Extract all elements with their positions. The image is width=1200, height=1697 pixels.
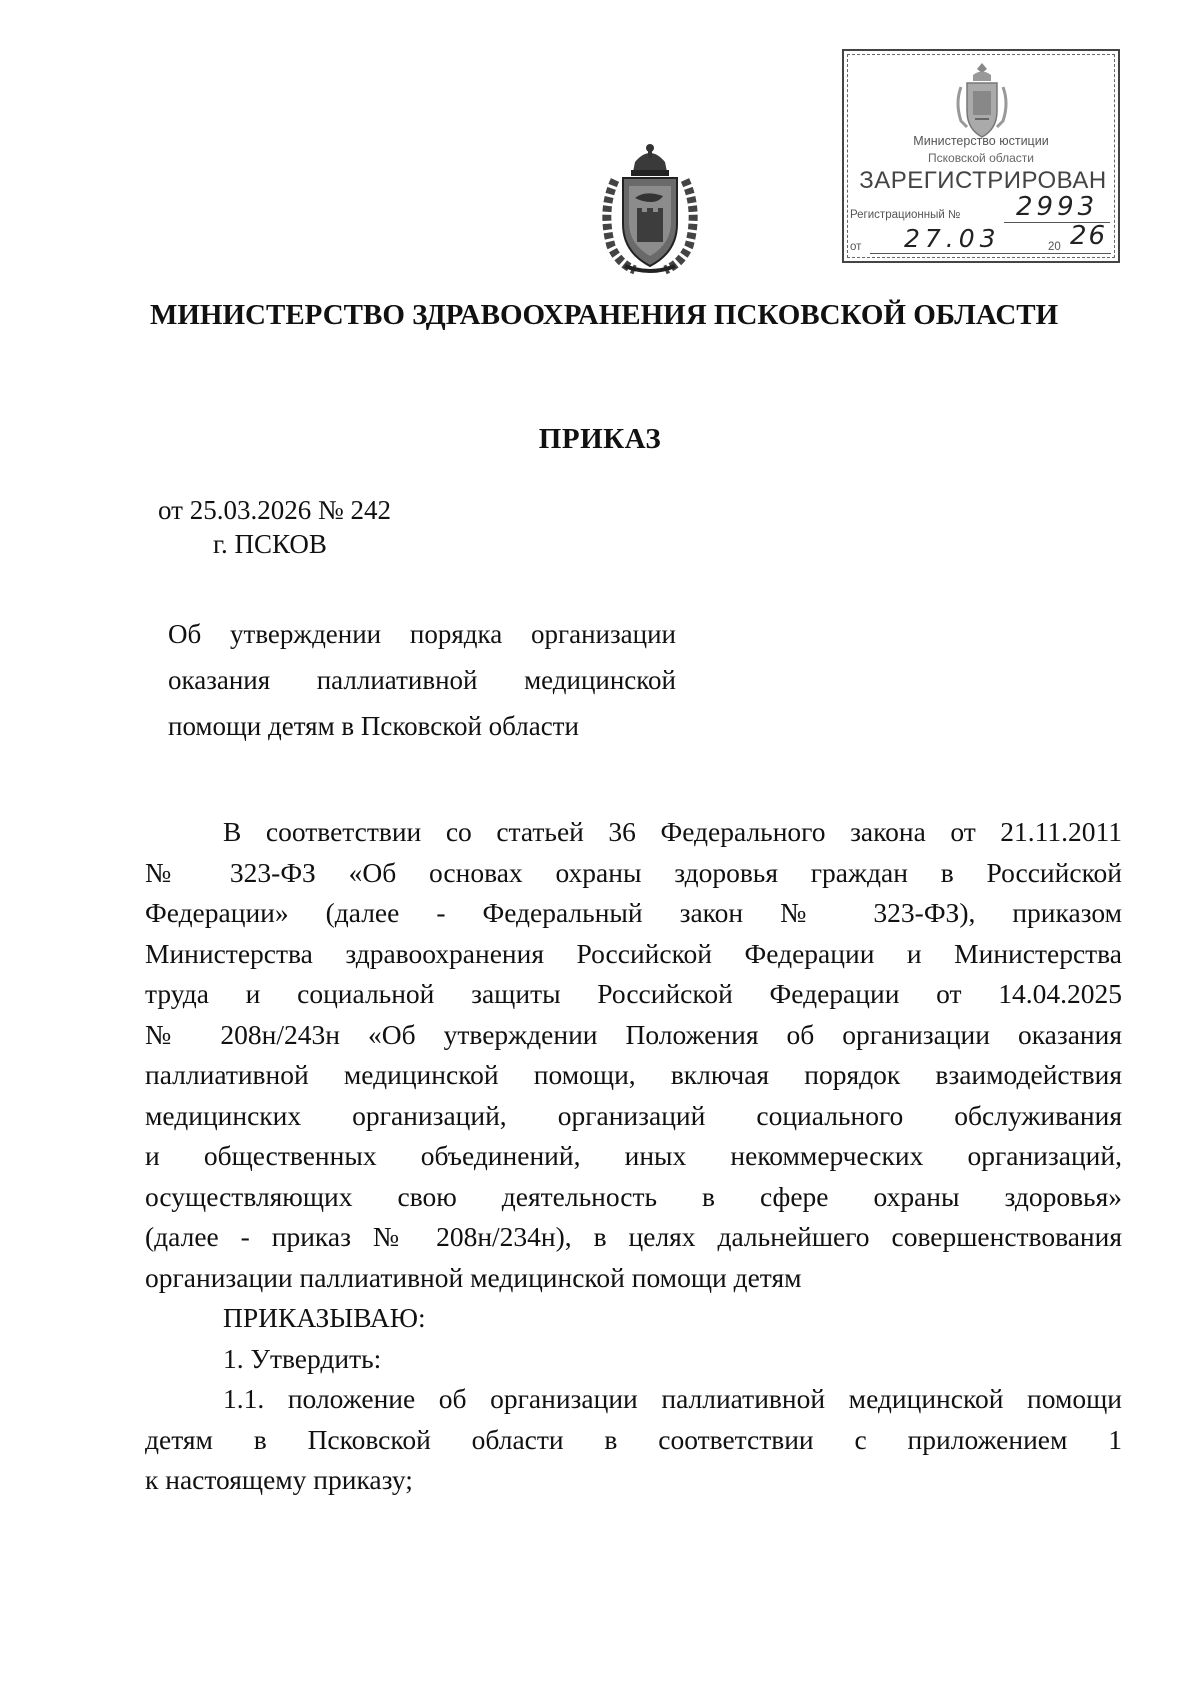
body-line: (далее - приказ № 208н/234н), в целях дальнейшего совершенствования — [145, 1221, 1122, 1252]
coat-of-arms-icon — [595, 140, 705, 276]
body-line: В соответствии со статьей 36 Федерального закона от 21.11.2011 — [223, 816, 1122, 847]
stamp-coat-of-arms-icon — [951, 59, 1013, 143]
subject-line: оказания паллиативной медицинской — [168, 665, 676, 695]
stamp-year-value: 26 — [1070, 221, 1108, 251]
body-line: медицинских организаций, организаций социального обслуживания — [145, 1099, 1122, 1131]
stamp-date-line — [870, 253, 1070, 254]
clause-1: 1. Утвердить: — [223, 1342, 382, 1374]
body-line: № 208н/243н «Об утверждении Положения об организации оказания — [145, 1018, 1122, 1050]
document-number-date: от 25.03.2026 № 242 — [158, 495, 391, 525]
order-directive: ПРИКАЗЫВАЮ: — [223, 1302, 426, 1333]
registration-stamp — [842, 49, 1120, 263]
body-line: к настоящему приказу; — [145, 1464, 413, 1495]
stamp-date-prefix: от — [850, 241, 862, 253]
body-line: Федерации» (далее - Федеральный закон № 323-ФЗ), приказом — [145, 897, 1122, 928]
stamp-year-line — [1069, 253, 1111, 254]
body-line: и общественных объединений, иных некоммерческих организаций, — [145, 1140, 1122, 1171]
body-line: труда и социальной защиты Российской Федерации от 14.04.2025 — [145, 978, 1122, 1009]
body-line: Министерства здравоохранения Российской Федерации и Министерства — [145, 937, 1122, 969]
document-subject — [168, 611, 676, 749]
stamp-date-value: 27.03 — [904, 224, 1001, 253]
body-line: осуществляющих свою деятельность в сфере охраны здоровья» — [145, 1180, 1122, 1212]
clause-1-1: 1.1. положение об организации паллиативной медицинской помощи — [223, 1383, 1122, 1414]
body-line: № 323-ФЗ «Об основах охраны здоровья граждан в Российской — [145, 856, 1122, 888]
stamp-registration-label: Регистрационный № — [850, 209, 961, 221]
body-line: паллиативной медицинской помощи, включая порядок взаимодействия — [145, 1059, 1122, 1090]
stamp-registration-number: 2993 — [1016, 192, 1099, 222]
ministry-title: МИНИСТЕРСТВО ЗДРАВООХРАНЕНИЯ ПСКОВСКОЙ ОБЛАСТИ — [150, 299, 1059, 331]
stamp-status: ЗАРЕГИСТРИРОВАН — [859, 167, 1107, 194]
stamp-region-name: Псковской области — [928, 151, 1034, 165]
stamp-ministry-name: Министерство юстиции — [913, 134, 1049, 148]
body-line: детям в Псковской области в соответствии с приложением 1 — [145, 1423, 1122, 1455]
stamp-year-prefix: 20 — [1048, 241, 1061, 253]
document-body — [145, 812, 1122, 1501]
subject-line: помощи детям в Псковской области — [168, 711, 579, 741]
subject-line: Об утверждении порядка организации — [168, 619, 676, 649]
document-city: г. ПСКОВ — [213, 529, 327, 559]
body-line: организации паллиативной медицинской помощи детям — [145, 1261, 802, 1293]
document-type: ПРИКАЗ — [538, 423, 662, 455]
